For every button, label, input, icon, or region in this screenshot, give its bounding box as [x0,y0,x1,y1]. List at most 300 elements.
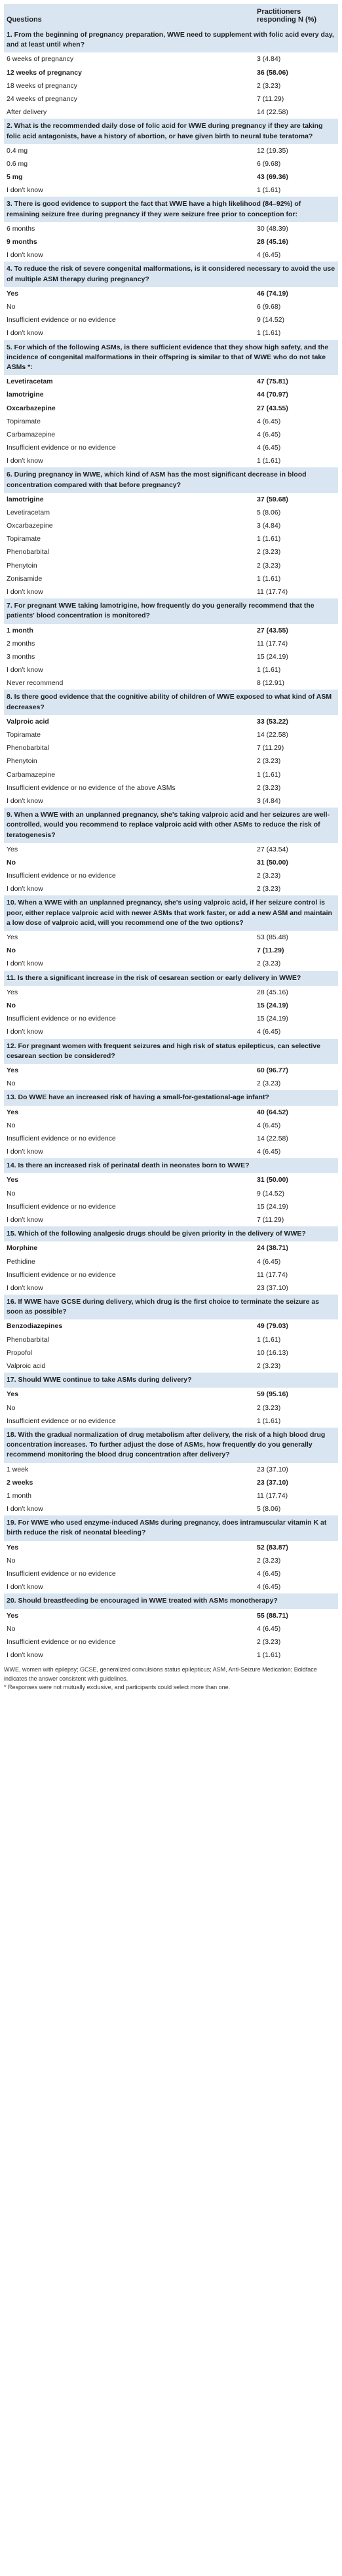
answer-row [4,1077,338,1090]
answer-count: 2 (3.23) [257,757,281,766]
answer-row [4,402,338,415]
answer-row [4,1187,338,1200]
answer-label: I don't know [7,329,43,338]
question-text: 4. To reduce the risk of severe congenital malformations, is it considered necessary to avoid the use of multiple ASM therapy during pregnancy? [4,262,338,286]
answer-label: Oxcarbazepine [7,522,53,530]
answer-count: 1 (1.61) [257,329,281,338]
answer-row [4,1106,338,1119]
answer-count: 4 (6.45) [257,1121,281,1129]
answer-label: 1 month [7,1491,31,1500]
answer-row [4,986,338,999]
answer-count: 5 (8.06) [257,1505,281,1513]
answer-count: 2 (3.23) [257,1361,281,1370]
answer-count: 4 (6.45) [257,444,281,452]
answer-count: 1 (1.61) [257,770,281,779]
answer-count: 47 (75.81) [257,378,288,386]
question-text: 7. For pregnant WWE taking lamotrigine, how frequently do you generally recommend that the patients' blood concentration is monitored? [4,598,338,623]
answer-row [4,454,338,467]
answer-label: Insufficient evidence or no evidence [7,316,116,324]
question-row [4,1158,338,1173]
answer-count: 11 (17.74) [257,1491,288,1500]
question-text: 17. Should WWE continue to take ASMs during delivery? [4,1373,338,1388]
question-text: 16. If WWE have GCSE during delivery, which drug is the first choice to terminate the seizure as soon as possible? [4,1295,338,1319]
answer-label: I don't know [7,960,43,968]
answer-count: 9 (14.52) [257,316,285,324]
question-row [4,895,338,931]
answer-row [4,572,338,585]
answer-count: 40 (64.52) [257,1108,288,1116]
answer-row [4,300,338,313]
question-text: 19. For WWE who used enzyme-induced ASMs during pregnancy, does intramuscular vitamin K at birth reduce the risk of neonatal bleeding? [4,1515,338,1540]
question-text: 11. Is there a significant increase in the risk of cesarean section or early delivery in WWE? [4,971,338,986]
answer-label: Valproic acid [7,1361,46,1370]
question-row [4,1593,338,1609]
answer-row [4,931,338,944]
answer-label: Yes [7,1108,19,1116]
answer-label: 2 months [7,639,35,648]
answer-count: 4 (6.45) [257,430,281,439]
footnote-abbreviations: WWE, women with epilepsy; GCSE, generalized convulsions status epilepticus; ASM, Anti-Seizure Medication; Boldface indicates the answer consistent with guidelines. [4,1666,317,1682]
answer-label: Insufficient evidence or no evidence of the above ASMs [7,783,176,792]
question-row [4,119,338,144]
answer-row [4,637,338,650]
answer-label: Phenytoin [7,757,37,766]
answer-label: I don't know [7,1148,43,1156]
answer-row [4,1359,338,1373]
answer-label: I don't know [7,1651,43,1660]
question-row [4,690,338,714]
answer-row [4,375,338,388]
answer-label: 1 month [7,626,33,634]
answer-row [4,768,338,781]
answer-label: Levetiracetam [7,378,53,386]
answer-count: 2 (3.23) [257,561,281,570]
table-body [4,28,338,1662]
answer-label: Oxcarbazepine [7,404,56,412]
answer-count: 7 (11.29) [257,1215,284,1224]
answer-row [4,144,338,157]
answer-label: I don't know [7,796,43,805]
answer-row [4,1609,338,1622]
answer-count: 55 (88.71) [257,1611,288,1620]
footnote-multiple-responses: * Responses were not mutually exclusive, and participants could select more than one. [4,1684,231,1691]
answer-label: 5 mg [7,173,23,182]
answer-label: No [7,858,16,867]
answer-row [4,235,338,248]
answer-row [4,184,338,197]
answer-row [4,741,338,754]
answer-row [4,1145,338,1158]
answer-label: Insufficient evidence or no evidence [7,1570,116,1578]
answer-row [4,545,338,558]
answer-row [4,1025,338,1038]
answer-label: Yes [7,933,18,942]
answer-label: Carbamazepine [7,770,56,779]
answer-count: 4 (6.45) [257,417,281,425]
answer-row [4,1622,338,1635]
answer-count: 23 (37.10) [257,1283,288,1292]
answer-row [4,1635,338,1649]
answer-row [4,1241,338,1255]
question-row [4,340,338,376]
question-text: 13. Do WWE have an increased risk of having a small-for-gestational-age infant? [4,1090,338,1105]
answer-row [4,506,338,519]
answer-row [4,715,338,728]
answer-row [4,532,338,545]
answer-row [4,1541,338,1554]
answer-count: 11 (17.74) [257,639,288,648]
answer-count: 15 (24.19) [257,652,288,661]
answer-row [4,52,338,66]
question-row [4,1515,338,1540]
answer-label: Yes [7,1066,19,1074]
answer-label: Phenobarbital [7,1335,49,1344]
answer-count: 11 (17.74) [257,1270,288,1279]
answer-count: 27 (43.54) [257,845,288,853]
answer-count: 8 (12.91) [257,679,285,688]
answer-row [4,1173,338,1186]
answer-row [4,676,338,690]
answer-row [4,1388,338,1401]
answer-label: Carbamazepine [7,430,56,439]
answer-row [4,388,338,401]
table-header [4,4,338,28]
answer-count: 1 (1.61) [257,574,281,583]
answer-row [4,1502,338,1515]
answer-count: 7 (11.29) [257,744,284,752]
answer-row [4,624,338,637]
answer-row [4,1281,338,1295]
answer-label: 2 weeks [7,1478,33,1487]
answer-label: Yes [7,845,18,853]
answer-row [4,728,338,741]
question-row [4,971,338,986]
answer-count: 53 (85.48) [257,933,288,942]
question-text: 9. When a WWE with an unplanned pregnancy, she's taking valproic acid and her seizures are well-controlled, would you recommend to replace valproic acid with other ASMs to reduce the risk of teratogenesis? [4,808,338,843]
answer-count: 4 (6.45) [257,251,281,260]
answer-label: Never recommend [7,679,64,688]
answer-label: I don't know [7,666,43,674]
answer-count: 11 (17.74) [257,588,288,596]
question-text: 18. With the gradual normalization of drug metabolism after delivery, the risk of a high blood drug concentration increases. To further adjust the dose of ASMs, how frequently do you generally recommend monitoring the blood drug concentration after delivery? [4,1428,338,1463]
answer-label: Insufficient evidence or no evidence [7,1416,116,1425]
answer-row [4,1119,338,1132]
answer-label: Zonisamide [7,574,43,583]
answer-label: 0.6 mg [7,159,28,168]
answer-label: No [7,946,16,955]
answer-row [4,1333,338,1346]
answer-count: 6 (9.68) [257,159,281,168]
answer-label: Insufficient evidence or no evidence [7,872,116,880]
answer-row [4,559,338,572]
question-row [4,808,338,843]
answer-row [4,944,338,957]
answer-count: 2 (3.23) [257,81,281,90]
answer-row [4,170,338,184]
answer-row [4,519,338,532]
answer-label: Insufficient evidence or no evidence [7,1134,116,1142]
answer-label: Insufficient evidence or no evidence [7,1202,116,1211]
answer-label: Topiramate [7,535,41,543]
answer-row [4,222,338,235]
answer-label: I don't know [7,1283,43,1292]
answer-label: I don't know [7,186,43,195]
question-row [4,1039,338,1064]
answer-label: Yes [7,1176,19,1184]
answer-label: I don't know [7,588,43,596]
answer-count: 2 (3.23) [257,548,281,556]
answer-count: 27 (43.55) [257,404,288,412]
answer-count: 3 (4.84) [257,55,281,64]
answer-row [4,428,338,441]
question-text: 3. There is good evidence to support the fact that WWE have a high likelihood (84–92%) of remaining seizure free during pregnancy if they were seizure free prior to conception for: [4,197,338,222]
answer-count: 7 (11.29) [257,946,284,955]
answer-count: 5 (8.06) [257,508,281,517]
answer-row [4,1132,338,1145]
answer-count: 2 (3.23) [257,872,281,880]
answer-label: I don't know [7,1505,43,1513]
answer-count: 24 (38.71) [257,1244,288,1253]
answer-label: 12 weeks of pregnancy [7,68,82,77]
question-text: 12. For pregnant women with frequent seizures and high risk of status epilepticus, can selective cesarean section be considered? [4,1039,338,1064]
answer-row [4,1200,338,1213]
answer-label: 3 months [7,652,35,661]
question-row [4,1090,338,1105]
answer-row [4,1319,338,1333]
answer-label: Phenobarbital [7,744,49,752]
answer-row [4,493,338,506]
survey-table [4,4,338,1662]
answer-count: 4 (6.45) [257,1257,281,1266]
answer-label: Insufficient evidence or no evidence [7,444,116,452]
answer-count: 28 (45.16) [257,238,288,246]
answer-row [4,92,338,106]
answer-label: lamotrigine [7,495,44,503]
answer-count: 1 (1.61) [257,1416,281,1425]
question-text: 6. During pregnancy in WWE, which kind of ASM has the most significant decrease in blood concentration compared with that before pregnancy? [4,467,338,492]
question-row [4,262,338,286]
responses-column-header: Practitioners responding N (%) [254,4,338,28]
answer-count: 27 (43.55) [257,626,288,634]
answer-label: After delivery [7,108,47,117]
answer-row [4,1649,338,1662]
answer-count: 2 (3.23) [257,1403,281,1412]
answer-label: Levetiracetam [7,508,50,517]
answer-label: No [7,1002,16,1010]
answer-count: 37 (59.68) [257,495,288,503]
answer-label: No [7,1556,16,1565]
answer-row [4,650,338,663]
answer-count: 4 (6.45) [257,1570,281,1578]
answer-label: No [7,302,16,311]
answer-label: I don't know [7,1583,43,1591]
answer-row [4,1580,338,1593]
answer-count: 2 (3.23) [257,1556,281,1565]
answer-row [4,1401,338,1415]
answer-label: Yes [7,1543,19,1551]
answer-row [4,781,338,794]
answer-label: Yes [7,1390,19,1399]
answer-row [4,1415,338,1428]
question-text: 15. Which of the following analgesic drugs should be given priority in the delivery of WWE? [4,1226,338,1241]
answer-row [4,313,338,326]
answer-row [4,1463,338,1476]
answer-count: 1 (1.61) [257,186,281,195]
answer-label: 24 weeks of pregnancy [7,94,77,103]
answer-count: 15 (24.19) [257,1202,288,1211]
question-row [4,1295,338,1319]
answer-count: 4 (6.45) [257,1028,281,1036]
answer-row [4,1554,338,1567]
answer-count: 23 (37.10) [257,1478,288,1487]
answer-count: 4 (6.45) [257,1583,281,1591]
question-row [4,467,338,492]
answer-label: 18 weeks of pregnancy [7,81,77,90]
answer-label: Morphine [7,1244,38,1253]
answer-label: Insufficient evidence or no evidence [7,1637,116,1646]
answer-count: 49 (79.03) [257,1322,288,1331]
answer-row [4,1255,338,1268]
answer-label: lamotrigine [7,391,44,399]
answer-row [4,79,338,92]
answer-count: 31 (50.00) [257,1176,288,1184]
answer-count: 60 (96.77) [257,1066,288,1074]
answer-count: 28 (45.16) [257,988,288,996]
answer-row [4,999,338,1012]
answer-count: 6 (9.68) [257,302,281,311]
answer-label: 1 week [7,1465,29,1473]
answer-label: 9 months [7,238,37,246]
question-text: 2. What is the recommended daily dose of folic acid for WWE during pregnancy if they are taking folic acid antagonists, have a history of abortion, or have given birth to neural tube teratoma? [4,119,338,144]
answer-count: 2 (3.23) [257,1637,281,1646]
question-text: 10. When a WWE with an unplanned pregnancy, she's using valproic acid, if her seizure control is poor, either replace valproic acid with newer ASMs that work faster, or add a new ASM and maintain a low dose of valproic acid, will you recommend one of the two options? [4,895,338,931]
answer-row [4,1567,338,1580]
answer-row [4,1346,338,1359]
answer-row [4,663,338,676]
answer-count: 1 (1.61) [257,457,281,465]
answer-label: I don't know [7,885,43,893]
answer-count: 15 (24.19) [257,1002,288,1010]
answer-count: 59 (95.16) [257,1390,288,1399]
answer-row [4,248,338,262]
answer-row [4,957,338,970]
answer-label: Yes [7,988,18,996]
answer-row [4,287,338,300]
answer-label: Yes [7,1611,19,1620]
answer-count: 1 (1.61) [257,535,281,543]
question-text: 5. For which of the following ASMs, is there sufficient evidence that they show high safety, and the incidence of congenital malformations in their offspring is similar to that of WWE who do not take ASMs *: [4,340,338,376]
answer-count: 9 (14.52) [257,1189,285,1198]
question-row [4,197,338,222]
answer-label: Pethidine [7,1257,35,1266]
question-row [4,1226,338,1241]
answer-count: 30 (48.39) [257,224,288,233]
answer-count: 15 (24.19) [257,1015,288,1023]
answer-label: Benzodiazepines [7,1322,63,1331]
answer-count: 7 (11.29) [257,94,284,103]
answer-count: 46 (74.19) [257,289,288,298]
answer-row [4,441,338,454]
answer-count: 23 (37.10) [257,1465,288,1473]
question-text: 14. Is there an increased risk of perinatal death in neonates born to WWE? [4,1158,338,1173]
question-row [4,1373,338,1388]
answer-row [4,1064,338,1077]
answer-count: 2 (3.23) [257,885,281,893]
answer-label: 6 weeks of pregnancy [7,55,74,64]
answer-count: 4 (6.45) [257,1148,281,1156]
answer-count: 4 (6.45) [257,1624,281,1633]
answer-label: Insufficient evidence or no evidence [7,1270,116,1279]
answer-count: 2 (3.23) [257,783,281,792]
answer-count: 2 (3.23) [257,960,281,968]
answer-label: No [7,1624,16,1633]
answer-row [4,1476,338,1489]
answer-count: 12 (19.35) [257,146,288,155]
answer-count: 31 (50.00) [257,858,288,867]
answer-label: 0.4 mg [7,146,28,155]
answer-row [4,66,338,79]
answer-label: No [7,1403,16,1412]
answer-row [4,106,338,119]
answer-count: 43 (69.36) [257,173,288,182]
table-footnotes [4,1666,338,1692]
answer-label: 6 months [7,224,35,233]
answer-row [4,1213,338,1226]
answer-row [4,754,338,768]
answer-label: I don't know [7,457,43,465]
question-text: 20. Should breastfeeding be encouraged in WWE treated with ASMs monotherapy? [4,1593,338,1609]
answer-label: I don't know [7,1215,43,1224]
answer-row [4,882,338,895]
answer-row [4,1268,338,1281]
answer-count: 14 (22.58) [257,731,288,739]
answer-label: Propofol [7,1348,33,1357]
answer-count: 3 (4.84) [257,522,281,530]
answer-row [4,1489,338,1502]
answer-row [4,856,338,869]
answer-label: No [7,1189,16,1198]
question-text: 8. Is there good evidence that the cognitive ability of children of WWE exposed to what kind of ASM decreases? [4,690,338,714]
answer-row [4,585,338,598]
answer-row [4,415,338,428]
answer-row [4,326,338,340]
answer-label: I don't know [7,1028,43,1036]
answer-count: 33 (53.22) [257,717,288,726]
answer-count: 1 (1.61) [257,666,281,674]
answer-row [4,869,338,882]
answer-label: Topiramate [7,417,41,425]
answer-row [4,157,338,170]
answer-count: 14 (22.58) [257,108,288,117]
question-row [4,598,338,623]
answer-label: Insufficient evidence or no evidence [7,1015,116,1023]
answer-count: 2 (3.23) [257,1080,281,1088]
question-row [4,1428,338,1463]
answer-row [4,843,338,856]
answer-label: No [7,1121,16,1129]
answer-row [4,1012,338,1025]
answer-count: 10 (16.13) [257,1348,288,1357]
answer-label: No [7,1080,16,1088]
answer-count: 1 (1.61) [257,1651,281,1660]
answer-label: Phenytoin [7,561,37,570]
answer-label: Valproic acid [7,717,49,726]
answer-label: Phenobarbital [7,548,49,556]
answer-count: 14 (22.58) [257,1134,288,1142]
answer-count: 44 (70.97) [257,391,288,399]
questions-column-header: Questions [4,4,254,28]
answer-row [4,794,338,808]
